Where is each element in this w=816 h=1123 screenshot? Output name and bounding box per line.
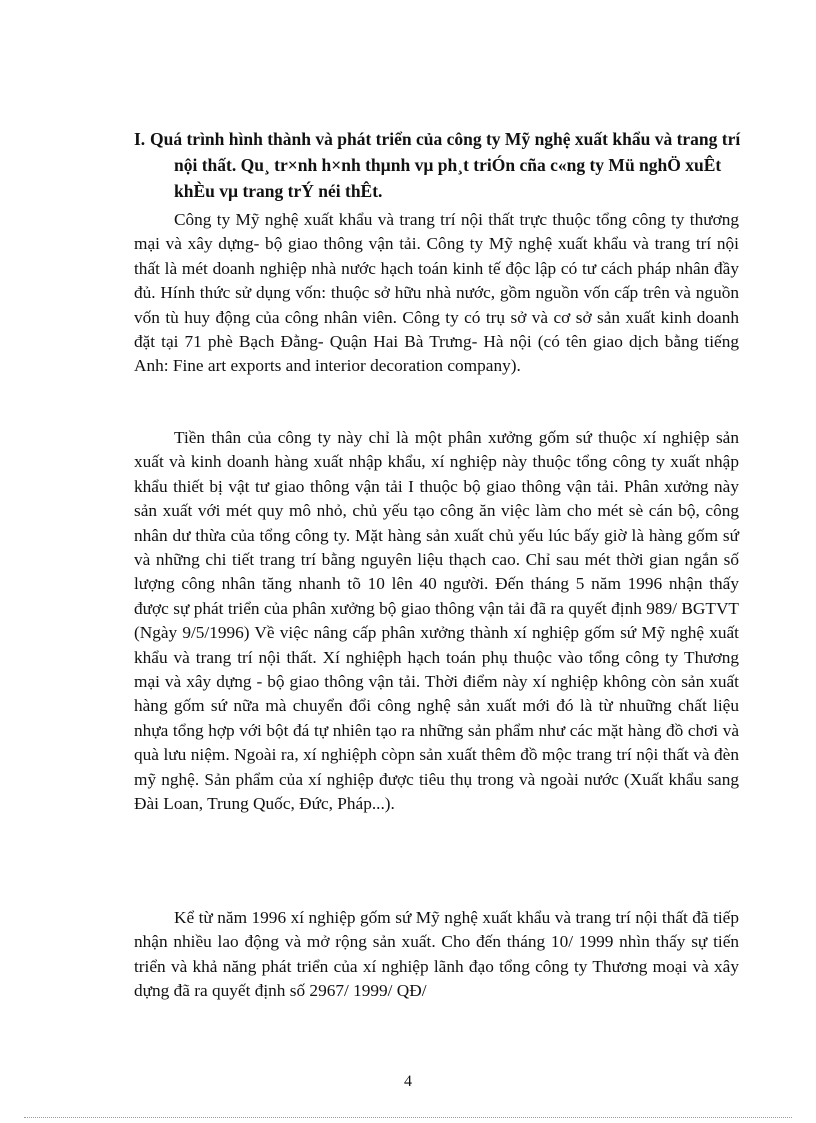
section-number: I. — [134, 129, 146, 149]
page-bottom-divider — [24, 1117, 792, 1118]
section-heading — [134, 126, 746, 204]
section-title: Quá trình hình thành và phát triển của công ty Mỹ nghệ xuất khẩu và trang trí nội thất. Qu¸ tr×nh h×nh thµnh vµ ph¸t triÓn cña c«ng ty Mü nghÖ xuÊt khÈu vµ trang trÝ néi thÊt. — [150, 129, 741, 201]
paragraph-1: Công ty Mỹ nghệ xuất khẩu và trang trí nội thất trực thuộc tổng công ty thương mại và xây dựng- bộ giao thông vận tải. Công ty Mỹ nghệ xuất khẩu và trang trí nội thất là mét doanh nghiệp nhà nước hạch toán kinh tế độc lập có tư cách pháp nhân đầy đủ. Hính thức sử dụng vốn: thuộc sở hữu nhà nước, gồm nguồn vốn cấp trên và nguồn vốn tù huy động của công nhân viên. Công ty có trụ sở và cơ sở sản xuất kinh doanh đặt tại 71 phè Bạch Đằng- Quận Hai Bà Trưng- Hà nội (có tên giao dịch bằng tiếng Anh: Fine art exports and interior decoration company). — [134, 210, 739, 376]
paragraph-2: Tiền thân của công ty này chỉ là một phân xưởng gốm sứ thuộc xí nghiệp sản xuất và kinh doanh hàng xuất nhập khẩu, xí nghiệp này thuộc tổng công ty xuất nhập khẩu thiết bị vật tư giao thông vận tải I thuộc bộ giao thông vận tải. Phân xưởng này sản xuất với mét quy mô nhỏ, chủ yếu tạo công ăn việc làm cho mét sè cán bộ, công nhân dư thừa của tổng công ty. Mặt hàng sản xuất chủ yếu lúc bấy giờ là hàng gốm sứ và những chi tiết trang trí bằng nguyên liệu thạch cao. Chỉ sau mét thời gian ngắn số lượng công nhân tăng nhanh tõ 10 lên 40 người. Đến tháng 5 năm 1996 nhận thấy được sự phát triển của phân xưởng bộ giao thông vận tải đã ra quyết định 989/ BGTVT (Ngày 9/5/1996) Về việc nâng cấp phân xưởng thành xí nghiệp gốm sứ Mỹ nghệ xuất khẩu và trang trí nội thất. Xí nghiệph hạch toán phụ thuộc vào tổng công ty Thương mại và xây dựng - bộ giao thông vận tải. Thời điểm này xí nghiệp không còn sản xuất hàng gốm sứ nữa mà chuyển đổi công nghệ sản xuất mới đó là từ nhuững chất liệu nhựa tổng hợp với bột đá tự nhiên tạo ra những sản phẩm như các mặt hàng đồ chơi và quà lưu niệm. Ngoài ra, xí nghiệph còpn sản xuất thêm đồ mộc trang trí nội thất và đèn mỹ nghệ. Sản phẩm của xí nghiệp được tiêu thụ trong và ngoài nước (Xuất khẩu sang Đài Loan, Trung Quốc, Đức, Pháp...). — [134, 428, 739, 814]
paragraph-3: Kể từ năm 1996 xí nghiệp gốm sứ Mỹ nghệ xuất khẩu và trang trí nội thất đã tiếp nhận nhiều lao động và mở rộng sản xuất. Cho đến tháng 10/ 1999 nhìn thấy sự tiến triển và khả năng phát triển của xí nghiệp lãnh đạo tổng công ty Thương moại và xây dựng đã ra quyết định số 2967/ 1999/ QĐ/ — [134, 908, 739, 1001]
page-number: 4 — [404, 1073, 412, 1090]
